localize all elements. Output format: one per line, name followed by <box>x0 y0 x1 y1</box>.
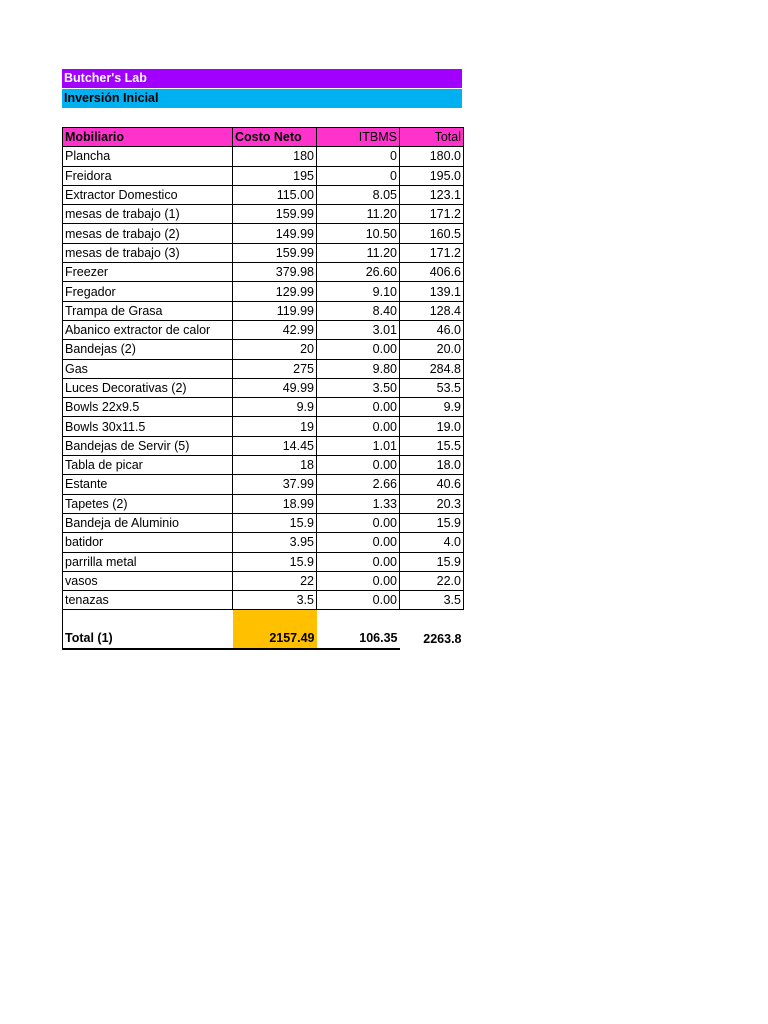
table-row <box>63 475 464 494</box>
total-itbms[interactable]: 106.35 <box>317 610 400 649</box>
total-cell[interactable]: 15.9 <box>400 513 464 532</box>
table-row <box>63 378 464 397</box>
table-row <box>63 224 464 243</box>
itbms-cell[interactable]: 9.80 <box>317 359 400 378</box>
item-name-cell[interactable]: batidor <box>63 533 233 552</box>
item-name-cell[interactable]: Trampa de Grasa <box>63 301 233 320</box>
table-row <box>63 205 464 224</box>
item-name-cell[interactable]: Fregador <box>63 282 233 301</box>
costo-neto-cell[interactable]: 275 <box>233 359 317 378</box>
itbms-cell[interactable]: 0.00 <box>317 456 400 475</box>
total-cell[interactable]: 46.0 <box>400 320 464 339</box>
sheet-title: Butcher's Lab <box>62 69 462 88</box>
itbms-cell[interactable]: 11.20 <box>317 243 400 262</box>
item-name-cell[interactable]: tenazas <box>63 591 233 610</box>
total-cell[interactable]: 406.6 <box>400 263 464 282</box>
item-name-cell[interactable]: mesas de trabajo (1) <box>63 205 233 224</box>
total-cell[interactable]: 3.5 <box>400 591 464 610</box>
total-cell[interactable]: 9.9 <box>400 398 464 417</box>
itbms-cell[interactable]: 2.66 <box>317 475 400 494</box>
header-total[interactable]: Total <box>400 128 464 147</box>
table-row <box>63 552 464 571</box>
itbms-cell[interactable]: 0.00 <box>317 398 400 417</box>
item-name-cell[interactable]: Bowls 22x9.5 <box>63 398 233 417</box>
total-cell[interactable]: 19.0 <box>400 417 464 436</box>
table-row <box>63 282 464 301</box>
total-cell[interactable]: 180.0 <box>400 147 464 166</box>
total-cell[interactable]: 139.1 <box>400 282 464 301</box>
itbms-cell[interactable]: 0.00 <box>317 340 400 359</box>
table-row <box>63 147 464 166</box>
itbms-cell[interactable]: 0.00 <box>317 591 400 610</box>
total-cell[interactable]: 15.5 <box>400 436 464 455</box>
itbms-cell[interactable]: 10.50 <box>317 224 400 243</box>
costo-neto-cell[interactable]: 15.9 <box>233 552 317 571</box>
header-row <box>63 128 464 147</box>
table-row <box>63 398 464 417</box>
itbms-cell[interactable]: 1.33 <box>317 494 400 513</box>
item-name-cell[interactable]: parrilla metal <box>63 552 233 571</box>
total-cell[interactable]: 284.8 <box>400 359 464 378</box>
total-cell[interactable]: 160.5 <box>400 224 464 243</box>
total-cell[interactable]: 171.2 <box>400 205 464 224</box>
sheet-subtitle: Inversión Inicial <box>62 89 462 108</box>
table-row <box>63 533 464 552</box>
costo-neto-cell[interactable]: 18 <box>233 456 317 475</box>
table-row <box>63 436 464 455</box>
itbms-cell[interactable]: 26.60 <box>317 263 400 282</box>
itbms-cell[interactable]: 0.00 <box>317 552 400 571</box>
table-row <box>63 301 464 320</box>
table-row <box>63 359 464 378</box>
itbms-cell[interactable]: 0.00 <box>317 513 400 532</box>
table-row <box>63 263 464 282</box>
table-row <box>63 513 464 532</box>
itbms-cell[interactable]: 1.01 <box>317 436 400 455</box>
itbms-cell[interactable]: 8.40 <box>317 301 400 320</box>
costo-neto-cell[interactable]: 119.99 <box>233 301 317 320</box>
item-name-cell[interactable]: Estante <box>63 475 233 494</box>
costo-neto-cell[interactable]: 159.99 <box>233 205 317 224</box>
total-cell[interactable]: 22.0 <box>400 571 464 590</box>
item-name-cell[interactable]: Bandejas (2) <box>63 340 233 359</box>
table-row <box>63 243 464 262</box>
costo-neto-cell[interactable]: 129.99 <box>233 282 317 301</box>
table-row <box>63 494 464 513</box>
table-row <box>63 456 464 475</box>
costo-neto-cell[interactable]: 159.99 <box>233 243 317 262</box>
costo-neto-cell[interactable]: 42.99 <box>233 320 317 339</box>
costo-neto-cell[interactable]: 9.9 <box>233 398 317 417</box>
costo-neto-cell[interactable]: 15.9 <box>233 513 317 532</box>
costo-neto-cell[interactable]: 14.45 <box>233 436 317 455</box>
costo-neto-cell[interactable]: 22 <box>233 571 317 590</box>
total-row <box>63 610 464 649</box>
total-cell[interactable]: 4.0 <box>400 533 464 552</box>
total-cell[interactable]: 128.4 <box>400 301 464 320</box>
itbms-cell[interactable]: 0.00 <box>317 417 400 436</box>
table-row <box>63 166 464 185</box>
header-itbms[interactable]: ITBMS <box>317 128 400 147</box>
itbms-cell[interactable]: 9.10 <box>317 282 400 301</box>
item-name-cell[interactable]: Bowls 30x11.5 <box>63 417 233 436</box>
itbms-cell[interactable]: 0 <box>317 166 400 185</box>
item-name-cell[interactable]: Freezer <box>63 263 233 282</box>
header-mobiliario[interactable]: Mobiliario <box>63 128 233 147</box>
total-cell[interactable]: 195.0 <box>400 166 464 185</box>
costo-neto-cell[interactable]: 3.95 <box>233 533 317 552</box>
costo-neto-cell[interactable]: 115.00 <box>233 185 317 204</box>
total-label[interactable]: Total (1) <box>63 610 233 649</box>
itbms-cell[interactable]: 3.50 <box>317 378 400 397</box>
costo-neto-cell[interactable]: 195 <box>233 166 317 185</box>
item-name-cell[interactable]: Tapetes (2) <box>63 494 233 513</box>
itbms-cell[interactable]: 11.20 <box>317 205 400 224</box>
item-name-cell[interactable]: Bandejas de Servir (5) <box>63 436 233 455</box>
costo-neto-cell[interactable]: 20 <box>233 340 317 359</box>
total-total[interactable]: 2263.8 <box>400 610 464 649</box>
header-costo-neto[interactable]: Costo Neto <box>233 128 317 147</box>
table-row <box>63 320 464 339</box>
item-name-cell[interactable]: Luces Decorativas (2) <box>63 378 233 397</box>
itbms-cell[interactable]: 0 <box>317 147 400 166</box>
total-costo-neto[interactable]: 2157.49 <box>233 610 317 649</box>
item-name-cell[interactable]: vasos <box>63 571 233 590</box>
costo-neto-cell[interactable]: 379.98 <box>233 263 317 282</box>
costo-neto-cell[interactable]: 149.99 <box>233 224 317 243</box>
itbms-cell[interactable]: 8.05 <box>317 185 400 204</box>
item-name-cell[interactable]: Bandeja de Aluminio <box>63 513 233 532</box>
item-name-cell[interactable]: Extractor Domestico <box>63 185 233 204</box>
costo-neto-cell[interactable]: 37.99 <box>233 475 317 494</box>
total-cell[interactable]: 123.1 <box>400 185 464 204</box>
costo-neto-cell[interactable]: 49.99 <box>233 378 317 397</box>
total-cell[interactable]: 40.6 <box>400 475 464 494</box>
item-name-cell[interactable]: Plancha <box>63 147 233 166</box>
total-cell[interactable]: 20.0 <box>400 340 464 359</box>
item-name-cell[interactable]: Tabla de picar <box>63 456 233 475</box>
item-name-cell[interactable]: mesas de trabajo (2) <box>63 224 233 243</box>
investment-table <box>62 127 464 650</box>
table-row <box>63 340 464 359</box>
total-cell[interactable]: 171.2 <box>400 243 464 262</box>
costo-neto-cell[interactable]: 3.5 <box>233 591 317 610</box>
table-row <box>63 591 464 610</box>
costo-neto-cell[interactable]: 19 <box>233 417 317 436</box>
table-row <box>63 185 464 204</box>
total-cell[interactable]: 18.0 <box>400 456 464 475</box>
costo-neto-cell[interactable]: 18.99 <box>233 494 317 513</box>
costo-neto-cell[interactable]: 180 <box>233 147 317 166</box>
item-name-cell[interactable]: Gas <box>63 359 233 378</box>
item-name-cell[interactable]: Freidora <box>63 166 233 185</box>
item-name-cell[interactable]: Abanico extractor de calor <box>63 320 233 339</box>
table-row <box>63 417 464 436</box>
total-cell[interactable]: 15.9 <box>400 552 464 571</box>
item-name-cell[interactable]: mesas de trabajo (3) <box>63 243 233 262</box>
total-cell[interactable]: 20.3 <box>400 494 464 513</box>
itbms-cell[interactable]: 0.00 <box>317 571 400 590</box>
total-cell[interactable]: 53.5 <box>400 378 464 397</box>
table-row <box>63 571 464 590</box>
itbms-cell[interactable]: 3.01 <box>317 320 400 339</box>
itbms-cell[interactable]: 0.00 <box>317 533 400 552</box>
